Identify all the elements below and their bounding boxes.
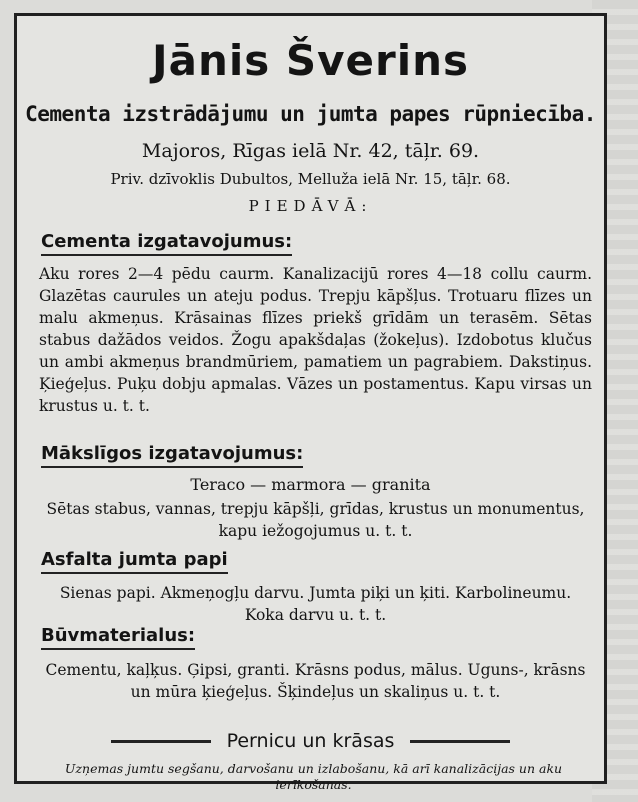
- right-rule: [410, 740, 510, 743]
- section-heading-building-materials: Būvmaterialus:: [41, 625, 195, 650]
- private-residence-line: Priv. dzīvoklis Dubultos, Melluža ielā Nr. 15, tāļr. 68.: [110, 170, 511, 188]
- section-heading-asphalt: Asfalta jumta papi: [41, 549, 228, 574]
- section-text-building-materials: Cementu, kaļķus. Ģipsi, granti. Krāsns podus, mālus. Uguns-, krāsns un mūra ķieģeļus. Šķindeļus un skaliņus u. t. t.: [45, 661, 586, 701]
- footer-note: Uzņemas jumtu segšanu, darvošanu un izlabošanu, kā arī kanalizācijas un aku ierīkošanas.: [64, 761, 563, 792]
- advertisement-box: [14, 13, 607, 792]
- left-rule: [111, 740, 211, 743]
- paints-row: [17, 730, 604, 752]
- offers-label: PIEDĀVĀ:: [248, 197, 373, 215]
- section-text-artificial: Sētas stabus, vannas, trepju kāpšļi, grīdas, krustus un monumentus, kapu iežogojumus u. t. t.: [46, 500, 585, 540]
- section-subline-terrazzo: Teraco — marmora — granita: [190, 475, 431, 494]
- company-tagline: Cementa izstrādājumu un jumta papes rūpniecība.: [25, 102, 596, 126]
- address-line: Majoros, Rīgas ielā Nr. 42, tāļr. 69.: [141, 140, 480, 162]
- paints-label: Pernicu un krāsas: [226, 730, 395, 752]
- section-text-cement: Aku rores 2—4 pēdu caurm. Kanalizacijū rores 4—18 collu caurm. Glazētas caurules un ateju podus. Trepju kāpšļus. Trotuaru flīzes un malu akmeņus. Krāsainas flīzes priekš grīdām un terasēm. Sētas stabus dažādos veidos. Žogu apakšdaļas (žokeļus). Izdobotus klučus un ambi akmeņus brandmūriem, pamatiem un pagrabiem. Dakstiņus. Ķieģeļus. Puķu dobju apmalas. Vāzes un postamentus. Kapu virsas un krustus u. t. t.: [39, 265, 592, 415]
- section-text-asphalt: Sienas papi. Akmeņogļu darvu. Jumta piķi un ķiti. Karbolineumu. Koka darvu u. t. t.: [59, 584, 572, 624]
- section-heading-cement: Cementa izgatavojumus:: [41, 231, 292, 256]
- section-heading-artificial: Mākslīgos izgatavojumus:: [41, 443, 303, 468]
- company-name: Jānis Šverins: [151, 36, 469, 85]
